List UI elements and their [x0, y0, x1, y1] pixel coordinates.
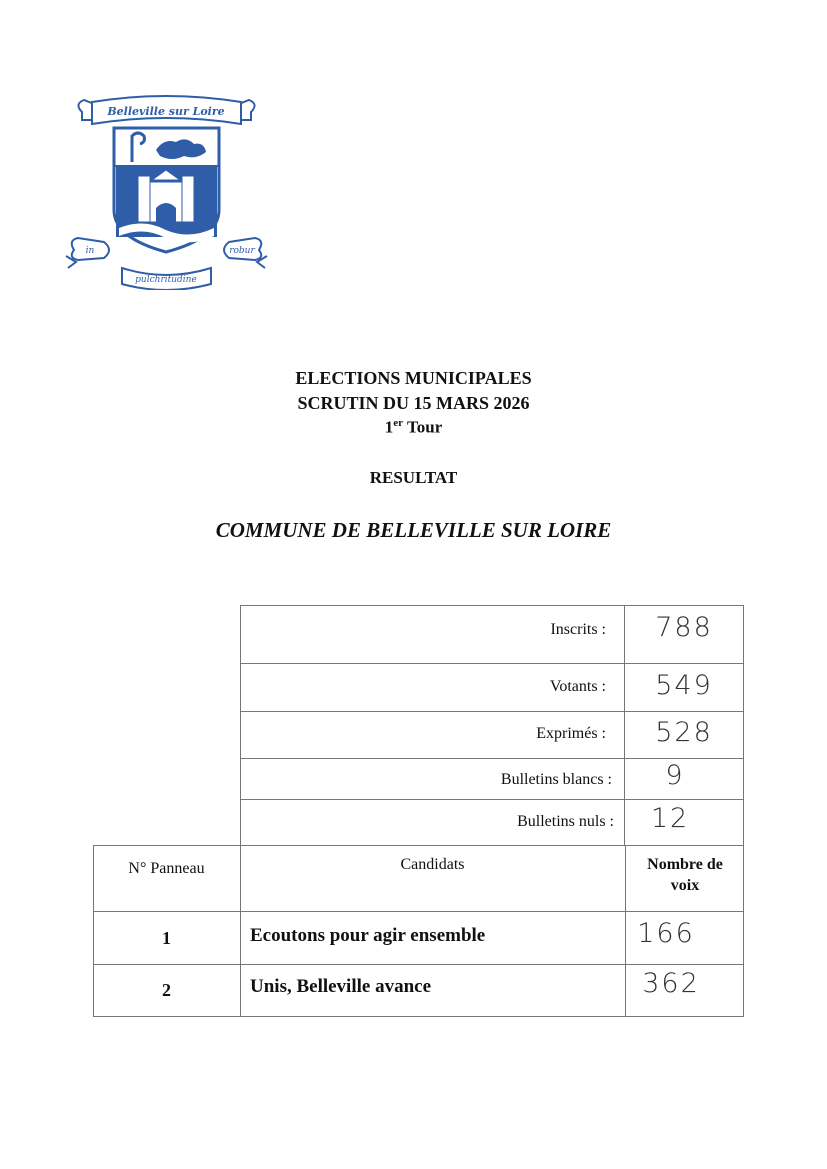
crest-scroll-right-text: robur [229, 246, 255, 256]
crest-scroll-left-text: in [85, 246, 95, 256]
crest-scroll-bottom-text: pulchritudine [135, 275, 197, 285]
stat-label-nuls: Bulletins nuls : [517, 813, 614, 830]
commune-name: COMMUNE DE BELLEVILLE SUR LOIRE [215, 518, 612, 542]
round-suffix: er [393, 417, 404, 429]
stat-label-blancs: Bulletins blancs : [500, 771, 612, 788]
header-panel: N° Panneau [128, 860, 205, 877]
stat-value-blancs: 9 [665, 760, 685, 791]
table-header-divider [93, 911, 744, 912]
crest-banner-text: Belleville sur Loire [107, 105, 225, 118]
round-number: 1 [384, 417, 394, 437]
header-votes-line2: voix [670, 877, 700, 894]
stat-label-inscrits: Inscrits : [550, 621, 606, 638]
stat-label-votants: Votants : [549, 678, 606, 695]
row-1-votes: 166 [637, 918, 695, 949]
header-votes-line1: Nombre de [647, 856, 723, 873]
row-2-votes: 362 [642, 968, 700, 999]
round-label [0, 417, 827, 438]
header-candidates: Candidats [400, 856, 465, 873]
header-votes [626, 854, 744, 896]
result-heading: RESULTAT [369, 468, 458, 487]
stat-label-exprimes: Exprimés : [536, 725, 606, 742]
stat-value-inscrits: 788 [655, 612, 713, 643]
ballot-date: SCRUTIN DU 15 MARS 2026 [297, 393, 530, 413]
stat-value-votants: 549 [655, 670, 713, 701]
stat-value-exprimes: 528 [655, 717, 713, 748]
coat-of-arms-logo [64, 90, 269, 290]
election-title: ELECTIONS MUNICIPALES [295, 368, 532, 388]
row-1-candidate: Ecoutons pour agir ensemble [250, 925, 486, 946]
row-2-panel: 2 [162, 980, 171, 1000]
table-row-divider [93, 964, 744, 965]
row-1-panel: 1 [162, 928, 171, 948]
round-word: Tour [406, 417, 443, 437]
stat-value-nuls: 12 [650, 803, 690, 834]
row-2-candidate: Unis, Belleville avance [250, 976, 432, 997]
